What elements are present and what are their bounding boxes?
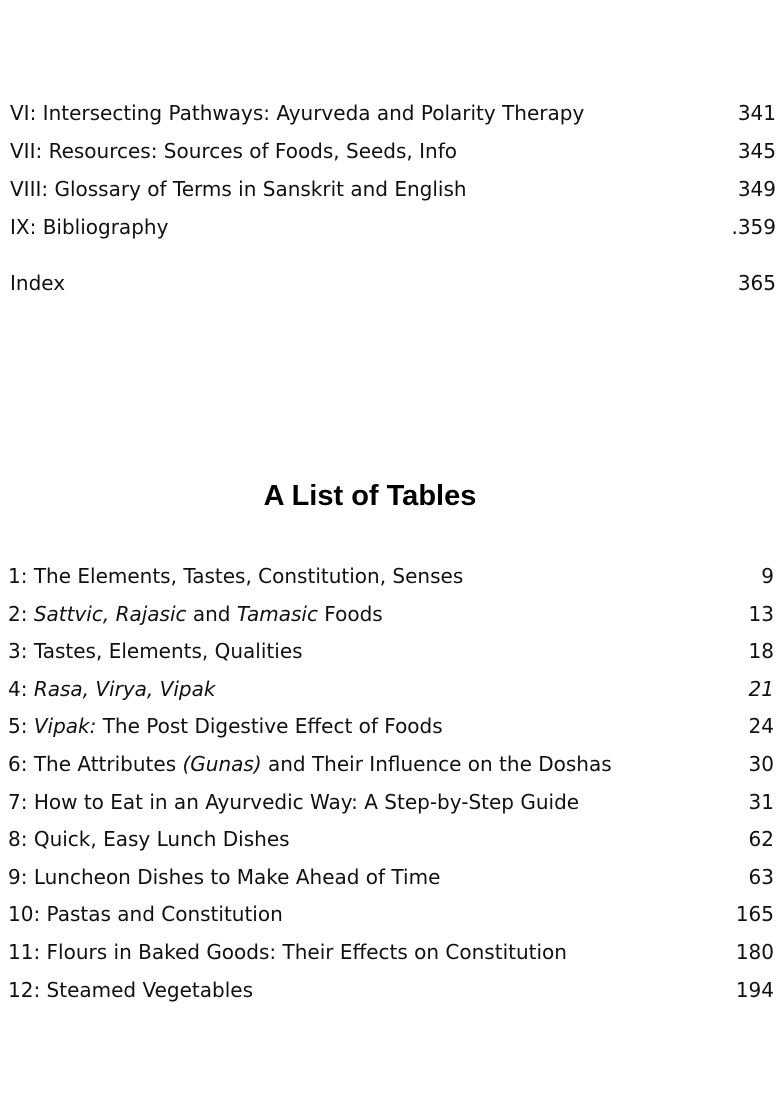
- toc-entry-appendix-viii: [10, 174, 776, 204]
- table-list-item: [8, 561, 774, 591]
- table-title-segment: and Their Influence on the Doshas: [261, 752, 612, 776]
- table-entry-label: [8, 899, 283, 929]
- table-title-segment: Foods: [317, 602, 383, 626]
- table-title-segment: The Post Digestive Effect of Foods: [96, 714, 443, 738]
- toc-entry-appendix-vi: [10, 98, 776, 128]
- toc-page-number: 341: [737, 101, 776, 125]
- toc-page-number: .359: [731, 215, 776, 239]
- table-entry-label: [8, 599, 383, 629]
- table-list-item: [8, 599, 774, 629]
- table-title-segment: The Attributes: [33, 752, 183, 776]
- table-entry-label: [8, 749, 612, 779]
- toc-entry-appendix-vii: [10, 136, 776, 166]
- table-title-segment: Sattvic, Rajasic: [33, 602, 187, 626]
- table-list-item: [8, 674, 774, 704]
- table-entry-label: [8, 937, 567, 967]
- table-entry-label: [8, 674, 215, 704]
- table-title-segment: How to Eat in an Ayurvedic Way: A Step-by-Step Guide: [33, 790, 580, 814]
- table-list-item: [8, 711, 774, 741]
- table-list-item: [8, 824, 774, 854]
- toc-page-number: 345: [737, 139, 776, 163]
- table-entry-label: [8, 787, 579, 817]
- table-page-number: 21: [748, 677, 774, 701]
- table-list-item: [8, 749, 774, 779]
- table-title-segment: Tamasic: [236, 602, 318, 626]
- table-page-number: 62: [748, 827, 774, 851]
- table-title-segment: Pastas and Constitution: [46, 902, 283, 926]
- table-number: 12:: [8, 978, 47, 1002]
- table-entry-label: [8, 824, 290, 854]
- section-title: A List of Tables: [263, 480, 477, 512]
- table-page-number: 63: [748, 865, 774, 889]
- table-page-number: 9: [761, 564, 774, 588]
- table-page-number: 165: [735, 902, 774, 926]
- table-number: 2:: [8, 602, 34, 626]
- table-number: 10:: [8, 902, 47, 926]
- table-list-item: [8, 937, 774, 967]
- table-entry-label: [8, 862, 440, 892]
- table-page-number: 194: [735, 978, 774, 1002]
- toc-page-number: 349: [737, 177, 776, 201]
- table-number: 11:: [8, 940, 47, 964]
- table-number: 9:: [8, 865, 34, 889]
- toc-entry-label: VII: Resources: Sources of Foods, Seeds, Info: [10, 139, 457, 163]
- table-number: 3:: [8, 639, 34, 663]
- table-number: 5:: [8, 714, 34, 738]
- table-title-segment: (Gunas): [182, 752, 262, 776]
- table-entry-label: [8, 975, 253, 1005]
- table-list-item: [8, 862, 774, 892]
- table-title-segment: Quick, Easy Lunch Dishes: [33, 827, 290, 851]
- table-number: 1:: [8, 564, 34, 588]
- table-title-segment: The Elements, Tastes, Constitution, Senses: [33, 564, 464, 588]
- table-entry-label: [8, 711, 443, 741]
- table-entry-label: [8, 561, 463, 591]
- table-number: 4:: [8, 677, 34, 701]
- table-number: 8:: [8, 827, 34, 851]
- table-title-segment: and: [186, 602, 237, 626]
- table-number: 7:: [8, 790, 34, 814]
- table-title-segment: Luncheon Dishes to Make Ahead of Time: [33, 865, 441, 889]
- table-page-number: 180: [735, 940, 774, 964]
- table-title-segment: Steamed Vegetables: [46, 978, 253, 1002]
- table-title-segment: Tastes, Elements, Qualities: [33, 639, 303, 663]
- table-page-number: 24: [748, 714, 774, 738]
- table-title-segment: Rasa, Virya, Vipak: [33, 677, 216, 701]
- toc-entry-label: VIII: Glossary of Terms in Sanskrit and English: [10, 177, 467, 201]
- table-list-item: [8, 636, 774, 666]
- table-page-number: 13: [748, 602, 774, 626]
- toc-entry-label: IX: Bibliography: [10, 215, 169, 239]
- table-title-segment: Vipak:: [33, 714, 97, 738]
- toc-entry-label: VI: Intersecting Pathways: Ayurveda and Polarity Therapy: [10, 101, 585, 125]
- table-title-segment: Flours in Baked Goods: Their Effects on Constitution: [46, 940, 567, 964]
- table-list-item: [8, 975, 774, 1005]
- toc-entry-label: Index: [10, 271, 66, 295]
- toc-entry-index: [10, 268, 776, 298]
- table-number: 6:: [8, 752, 34, 776]
- toc-page-number: 365: [737, 271, 776, 295]
- table-page-number: 31: [748, 790, 774, 814]
- toc-entry-appendix-ix: [10, 212, 776, 242]
- table-page-number: 18: [748, 639, 774, 663]
- table-entry-label: [8, 636, 303, 666]
- table-page-number: 30: [748, 752, 774, 776]
- table-list-item: [8, 899, 774, 929]
- table-list-item: [8, 787, 774, 817]
